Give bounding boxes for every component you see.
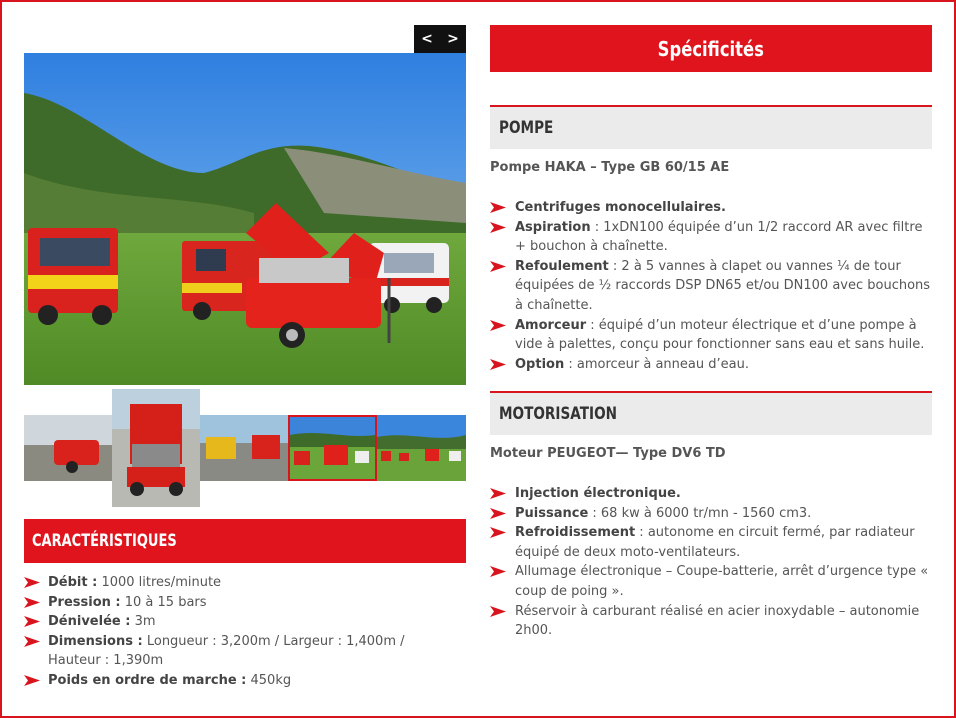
- list-item: Injection électronique.: [490, 484, 932, 504]
- list-item: Débit : 1000 litres/minute: [24, 573, 454, 593]
- list-item: Puissance : 68 kw à 6000 tr/mn - 1560 cm3.: [490, 504, 932, 524]
- list-item: Aspiration : 1xDN100 équipée d’un 1/2 raccord AR avec filtre + bouchon à chaînette.: [490, 218, 932, 257]
- characteristics-list: [24, 573, 454, 691]
- chevron-right-icon: [24, 636, 40, 647]
- specifications-header: [490, 25, 932, 72]
- chevron-right-icon: [490, 202, 506, 213]
- gallery-prev-button[interactable]: <: [421, 31, 433, 47]
- list-item: Option : amorceur à anneau d’eau.: [490, 355, 932, 375]
- list-item: Poids en ordre de marche : 450kg: [24, 671, 454, 691]
- motorisation-list: [490, 484, 932, 641]
- list-item: Refroidissement : autonome en circuit fermé, par radiateur équipé de deux moto-ventilateurs.: [490, 523, 932, 562]
- thumbnail-4-active[interactable]: [288, 415, 377, 481]
- chevron-right-icon: [490, 261, 506, 272]
- section-motorisation-header: [490, 391, 932, 435]
- thumbnail-3[interactable]: [200, 415, 288, 481]
- chevron-right-icon: [24, 577, 40, 588]
- pompe-subtitle: Pompe HAKA – Type GB 60/15 AE: [490, 160, 730, 175]
- chevron-right-icon: [24, 675, 40, 686]
- chevron-right-icon: [24, 597, 40, 608]
- motorisation-subtitle: Moteur PEUGEOT— Type DV6 TD: [490, 446, 726, 461]
- list-item: Allumage électronique – Coupe-batterie, arrêt d’urgence type « coup de poing ».: [490, 562, 932, 601]
- list-item: Refoulement : 2 à 5 vannes à clapet ou vannes ¼ de tour équipées de ½ raccords DSP DN65 et/ou DN100 avec bouchons à chaînette.: [490, 257, 932, 316]
- main-photo: [24, 53, 466, 385]
- chevron-right-icon: [490, 320, 506, 331]
- gallery-nav: [414, 25, 466, 53]
- thumbnail-2[interactable]: [112, 389, 200, 507]
- list-item: Dimensions : Longueur : 3,200m / Largeur : 1,400m / Hauteur : 1,390m: [24, 632, 454, 671]
- thumbnail-5[interactable]: [377, 415, 466, 481]
- chevron-right-icon: [490, 527, 506, 538]
- chevron-right-icon: [490, 606, 506, 617]
- list-item: Amorceur : équipé d’un moteur électrique et d’une pompe à vide à palettes, conçu pour fonctionner sans eau et sans huile.: [490, 316, 932, 355]
- gallery-next-button[interactable]: >: [447, 31, 459, 47]
- characteristics-title: CARACTÉRISTIQUES: [32, 531, 177, 551]
- section-pompe-title: POMPE: [499, 118, 554, 138]
- chevron-right-icon: [490, 508, 506, 519]
- chevron-right-icon: [490, 222, 506, 233]
- characteristics-header: [24, 519, 466, 563]
- thumbnail-strip: [24, 389, 466, 507]
- list-item: Centrifuges monocellulaires.: [490, 198, 932, 218]
- specifications-title: Spécificités: [657, 36, 765, 61]
- chevron-right-icon: [490, 488, 506, 499]
- section-pompe-header: [490, 105, 932, 149]
- chevron-right-icon: [490, 566, 506, 577]
- list-item: Réservoir à carburant réalisé en acier inoxydable – autonomie 2h00.: [490, 602, 932, 641]
- section-motorisation-title: MOTORISATION: [499, 404, 618, 424]
- chevron-right-icon: [24, 616, 40, 627]
- thumbnail-1[interactable]: [24, 415, 112, 481]
- list-item: Pression : 10 à 15 bars: [24, 593, 454, 613]
- list-item: Dénivelée : 3m: [24, 612, 454, 632]
- chevron-right-icon: [490, 359, 506, 370]
- pompe-list: [490, 198, 932, 374]
